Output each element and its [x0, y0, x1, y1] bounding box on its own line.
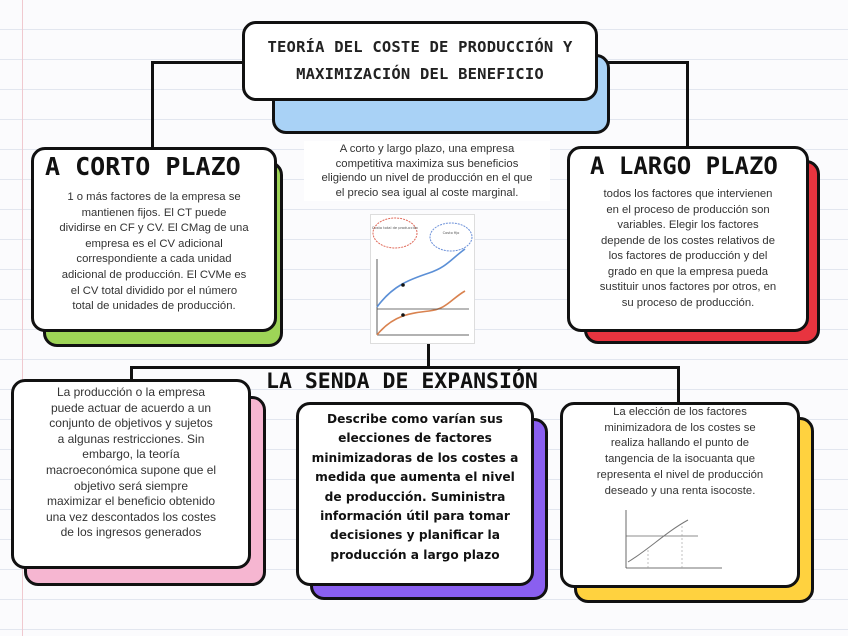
expansion-right-line: tangencia de la isocuanta que: [604, 453, 756, 466]
expansion-left-line: una vez descontados los costes: [45, 509, 217, 524]
short-run-line: correspondiente a cada unidad: [76, 253, 232, 266]
long-run-line: variables. Elegir los factores: [617, 219, 759, 231]
expansion-left-line: puede actuar de acuerdo a un: [50, 400, 212, 415]
intro-text: [304, 141, 550, 201]
connector-expansion-right-drop: [677, 366, 680, 404]
expansion-right-line: La elección de los factores: [613, 406, 747, 418]
long-run-line: todos los factores que intervienen: [603, 188, 773, 200]
expansion-left-text: [14, 385, 248, 541]
intro-line: competitiva maximiza sus beneficios: [335, 157, 519, 170]
expansion-center-line: elecciones de factores: [338, 431, 492, 446]
expansion-heading: LA SENDA DE EXPANSIÓN: [266, 369, 538, 394]
inflection-point-vc: [401, 313, 405, 317]
page-title: [267, 34, 572, 88]
expansion-center-line: minimizadoras de los costes a: [311, 450, 519, 465]
expansion-left-line: La producción o la empresa: [56, 385, 206, 399]
bubble-left-label: Costo total de producción: [371, 226, 419, 230]
expansion-right-line: representa el nivel de producción: [596, 468, 764, 481]
long-run-heading: A LARGO PLAZO: [590, 152, 778, 180]
title-line-1: TEORÍA DEL COSTE DE PRODUCCIÓN Y: [267, 38, 573, 56]
title-line-2: MAXIMIZACIÓN DEL BENEFICIO: [296, 65, 544, 83]
expansion-path-svg: [618, 506, 728, 576]
short-run-line: empresa es el CV adicional: [85, 237, 223, 250]
long-run-line: los factores de producción y del: [608, 250, 768, 262]
long-run-line: depende de los costes relativos de: [601, 234, 775, 247]
expansion-right-line: deseado y una renta isocoste.: [604, 484, 756, 497]
expansion-center-line: decisiones y planificar la: [330, 528, 500, 543]
long-run-line: grado en que la empresa pueda: [607, 265, 769, 278]
expansion-left-line: a algunas restricciones. Sin: [57, 431, 205, 446]
bubble-right-label: Costo fijo: [442, 231, 460, 235]
expansion-left-line: objetivo será siempre: [73, 478, 189, 493]
long-run-line: sustituir unos factores por otros, en: [599, 281, 777, 293]
expansion-path-figure: [618, 506, 728, 576]
bubble-left-shape: [373, 218, 417, 248]
short-run-line: adicional de producción. El CVMe es: [61, 268, 247, 281]
title-card: [242, 21, 598, 101]
variable-cost-curve: [377, 291, 465, 335]
short-run-line: el CV total dividido por el número: [70, 284, 238, 297]
bubble-right-shape: [430, 223, 472, 251]
expansion-right-line: realiza hallando el punto de: [610, 437, 750, 450]
connector-right-vertical: [686, 61, 689, 151]
intro-line: eligiendo un nivel de producción en el que: [321, 172, 533, 185]
inflection-point-tc: [401, 283, 405, 287]
expansion-center-line: de producción. Suministra: [324, 489, 506, 504]
short-run-text: [34, 190, 274, 315]
short-run-line: mantienen fijos. El CT puede: [81, 206, 227, 219]
long-run-line: su proceso de producción.: [621, 296, 755, 309]
connector-center-vertical: [427, 343, 430, 368]
long-run-line: en el proceso de producción son: [606, 203, 770, 216]
short-run-line: total de unidades de producción.: [72, 300, 236, 313]
intro-line: A corto y largo plazo, una empresa: [339, 143, 515, 155]
cost-curves-svg: [371, 215, 474, 343]
expansion-curve: [628, 520, 688, 562]
expansion-left-line: macroeconómica supone que el: [45, 462, 217, 477]
connector-left-horizontal: [151, 61, 245, 64]
expansion-left-line: maximizar el beneficio obtenido: [46, 494, 216, 509]
expansion-center-text: [300, 410, 530, 565]
expansion-right-line: minimizadora de los costes se: [604, 421, 756, 434]
short-run-line: dividirse en CF y CV. El CMag de una: [59, 222, 249, 235]
intro-line: el precio sea igual al coste marginal.: [335, 186, 519, 199]
cost-curves-figure: [370, 214, 475, 344]
long-run-text: [572, 187, 804, 311]
expansion-center-line: medida que aumenta el nivel: [315, 470, 515, 485]
total-cost-curve: [377, 249, 465, 307]
expansion-left-line: conjunto de objetivos y sujetos: [49, 416, 213, 431]
expansion-center-line: información útil para tomar: [320, 509, 510, 524]
expansion-left-line: embargo, la teoría: [82, 447, 180, 462]
expansion-right-text: [566, 405, 794, 499]
expansion-left-line: de los ingresos generados: [60, 525, 202, 540]
short-run-line: 1 o más factores de la empresa se: [67, 191, 241, 203]
expansion-center-line: Describe como varían sus: [327, 412, 503, 426]
short-run-heading: A CORTO PLAZO: [45, 152, 241, 181]
expansion-center-line: producción a largo plazo: [330, 547, 500, 562]
